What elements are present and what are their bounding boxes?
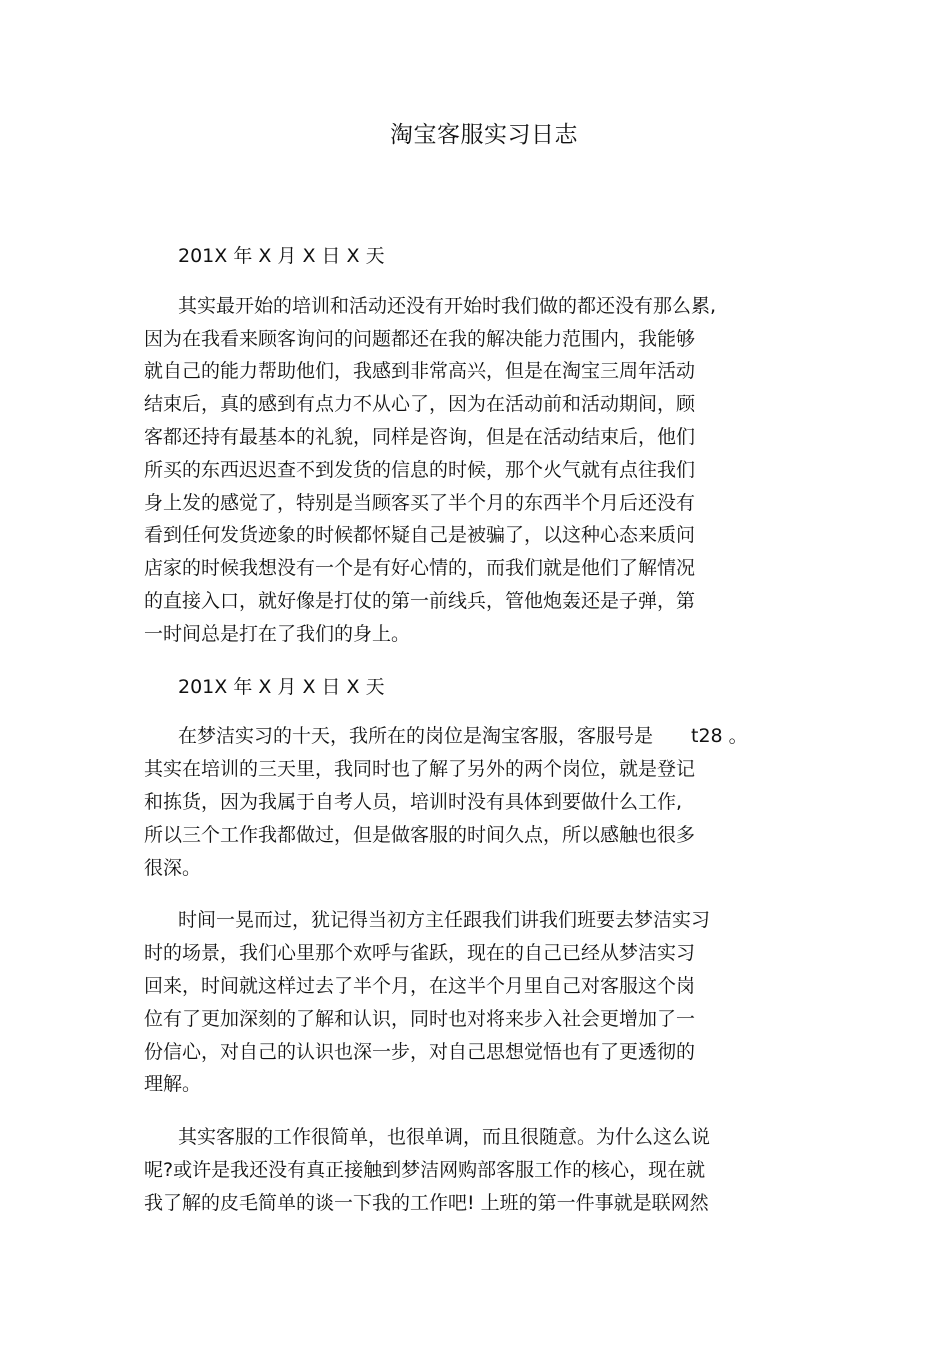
- text-line: 一时间总是打在了我们的身上。: [144, 622, 411, 645]
- text-line: 201X 年 X 月 X 日 X 天: [178, 245, 385, 267]
- paragraph: [144, 1121, 764, 1219]
- text-line: 所买的东西迟迟查不到发货的信息的时候，那个火气就有点往我们: [144, 458, 696, 481]
- text-line: 所以三个工作我都做过，但是做客服的时间久点，所以感触也很多: [144, 823, 696, 846]
- text-line: 位有了更加深刻的了解和认识，同时也对将来步入社会更增加了一: [144, 1007, 696, 1030]
- text-line: 结束后，真的感到有点力不从心了，因为在活动前和活动期间，顾: [144, 393, 696, 416]
- text-line: 时间一晃而过，犹记得当初方主任跟我们讲我们班要去梦洁实习: [178, 909, 711, 932]
- text-line: 其实客服的工作很简单，也很单调，而且很随意。为什么这么说: [178, 1126, 711, 1149]
- text-line: 份信心，对自己的认识也深一步，对自己思想觉悟也有了更透彻的: [144, 1040, 696, 1063]
- text-line: 呢?或许是我还没有真正接触到梦洁网购部客服工作的核心，现在就: [144, 1158, 706, 1181]
- date-heading: [144, 240, 764, 273]
- text-line: 就自己的能力帮助他们，我感到非常高兴，但是在淘宝三周年活动: [144, 360, 696, 383]
- text-line: 回来，时间就这样过去了半个月，在这半个月里自己对客服这个岗: [144, 974, 696, 997]
- text-line: 时的场景，我们心里那个欢呼与雀跃，现在的自己已经从梦洁实习: [144, 942, 696, 965]
- text-line: 看到任何发货迹象的时候都怀疑自己是被骗了，以这种心态来质问: [144, 524, 696, 547]
- text-line: 和拣货，因为我属于自考人员，培训时没有具体到要做什么工作,: [144, 790, 683, 813]
- text-line: 的直接入口，就好像是打仗的第一前线兵，管他炮轰还是子弹，第: [144, 589, 696, 612]
- text-line: 客都还持有最基本的礼貌，同样是咨询，但是在活动结束后，他们: [144, 425, 696, 448]
- text-line: 身上发的感觉了，特别是当顾客买了半个月的东西半个月后还没有: [144, 491, 696, 514]
- paragraph: [144, 290, 764, 651]
- text-line: 其实最开始的培训和活动还没有开始时我们做的都还没有那么累,: [178, 294, 717, 317]
- text-line: 店家的时候我想没有一个是有好心情的，而我们就是他们了解情况: [144, 557, 696, 580]
- text-line: 理解。: [144, 1073, 202, 1096]
- text-line: 因为在我看来顾客询问的问题都还在我的解决能力范围内，我能够: [144, 327, 696, 350]
- text-line: 其实在培训的三天里，我同时也了解了另外的两个岗位，就是登记: [144, 758, 696, 781]
- text-line: 我了解的皮毛简单的谈一下我的工作吧! 上班的第一件事就是联网然: [144, 1191, 709, 1214]
- text-line: 在梦洁实习的十天，我所在的岗位是淘宝客服，客服号是 t28 。: [178, 725, 748, 748]
- paragraph: [144, 720, 764, 884]
- document-title: 淘宝客服实习日志: [390, 122, 578, 148]
- text-line: 201X 年 X 月 X 日 X 天: [178, 675, 385, 698]
- paragraph: [144, 904, 764, 1101]
- date-heading: [144, 671, 764, 704]
- text-line: 很深。: [144, 856, 202, 879]
- document-body: [144, 240, 764, 1220]
